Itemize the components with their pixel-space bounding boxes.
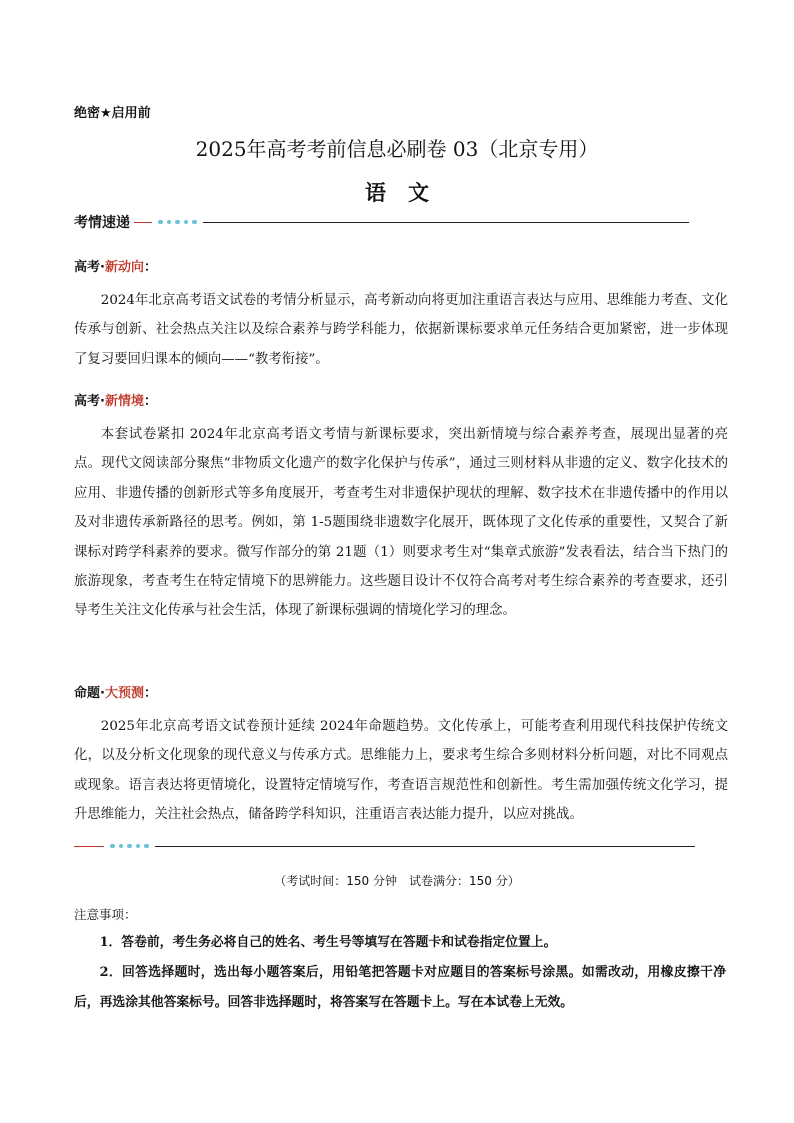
section-highlight: 新情境	[104, 394, 144, 409]
section-prefix: 高考·	[74, 260, 105, 275]
dot-icon	[175, 220, 180, 225]
section-suffix: ：	[143, 394, 157, 409]
divider-line-right	[203, 222, 689, 223]
dot-icon	[184, 220, 189, 225]
section-prefix: 高考·	[74, 394, 105, 409]
dot-icon	[144, 844, 149, 849]
dot-icon	[119, 844, 124, 849]
section-paragraph-context: 本套试卷紧扣 2024年北京高考语文考情与新课标要求，突出新情境与综合素养考查，展现出显著的亮点。现代文阅读部分聚焦“非物质文化遗产的数字化保护与传承”，通过三则材料从非遗的定义、数字化技术的应用、非遗传播的创新形式等多角度展开，考查考生对非遗保护现状的理解、数字技术在非遗传播中的作用以及对非遗传承新路径的思考。例如，第 1-5题围绕非遗数字化展开，既体现了文化传承的重要性，又契合了新课标对跨学科素养的要求。微写作部分的第 21题（1）则要求考生对“集章式旅游”发表看法，结合当下热门的旅游现象，考查考生在特定情境下的思辨能力。这些题目设计不仅符合高考对考生综合素养的考查要求，还引导考生关注文化传承与社会生活，体现了新课标强调的情境化学习的理念。	[74, 427, 728, 619]
dot-icon	[158, 220, 163, 225]
section-paragraph-prediction: 2025年北京高考语文试卷预计延续 2024年命题趋势。文化传承上，可能考查利用现代科技保护传统文化，以及分析文化现象的现代意义与传承方式。思维能力上，要求考生综合多则材料分析问题，对比不同观点或现象。语言表达将更情境化，设置特定情境写作，考查语言规范性和创新性。考生需加强传统文化学习，提升思维能力，关注社会热点，储备跨学科知识，注重语言表达能力提升，以应对挑战。	[74, 719, 728, 823]
subject-title: 语文	[365, 180, 451, 205]
section-paragraph-trend: 2024年北京高考语文试卷的考情分析显示，高考新动向将更加注重语言表达与应用、思维能力考查、文化传承与创新、社会热点关注以及综合素养与跨学科能力，依据新课标要求单元任务结合更加紧密，进一步体现了复习要回归课本的倾向——“教考衔接”。	[74, 293, 728, 367]
notice-item-1: 1．答卷前，考生务必将自己的姓名、考生号等填写在答题卡和试卷指定位置上。	[99, 935, 557, 950]
section-divider-bottom	[74, 839, 714, 853]
divider-dots	[158, 220, 197, 225]
section-heading-prediction	[74, 682, 157, 701]
dot-icon	[110, 844, 115, 849]
section-suffix: ：	[143, 260, 157, 275]
dot-icon	[167, 220, 172, 225]
divider-line-right	[155, 846, 695, 847]
notice-item-2: 2．回答选择题时，选出每小题答案后，用铅笔把答题卡对应题目的答案标号涂黑。如需改动，用橡皮擦干净后，再选涂其他答案标号。回答非选择题时，将答案写在答题卡上。写在本试卷上无效。	[74, 965, 726, 1010]
section-suffix: ：	[143, 686, 157, 701]
dot-icon	[127, 844, 132, 849]
divider-dots	[110, 844, 149, 849]
dot-icon	[136, 844, 141, 849]
section-highlight: 新动向	[104, 260, 144, 275]
section-heading-trend	[74, 256, 157, 275]
divider-label: 考情速递	[74, 215, 130, 231]
page-title: 2025年高考考前信息必刷卷 03（北京专用）	[195, 137, 599, 161]
section-divider-top	[74, 215, 714, 229]
notice-heading: 注意事项：	[74, 907, 137, 922]
section-prefix: 命题·	[74, 686, 105, 701]
confidential-label: 绝密★启用前	[74, 106, 151, 121]
exam-time-info: （考试时间：150 分钟 试卷满分：150 分）	[274, 874, 520, 888]
divider-line-left	[74, 846, 104, 847]
section-heading-context	[74, 390, 157, 409]
divider-line-left	[134, 222, 152, 223]
dot-icon	[192, 220, 197, 225]
section-highlight: 大预测	[104, 686, 144, 701]
